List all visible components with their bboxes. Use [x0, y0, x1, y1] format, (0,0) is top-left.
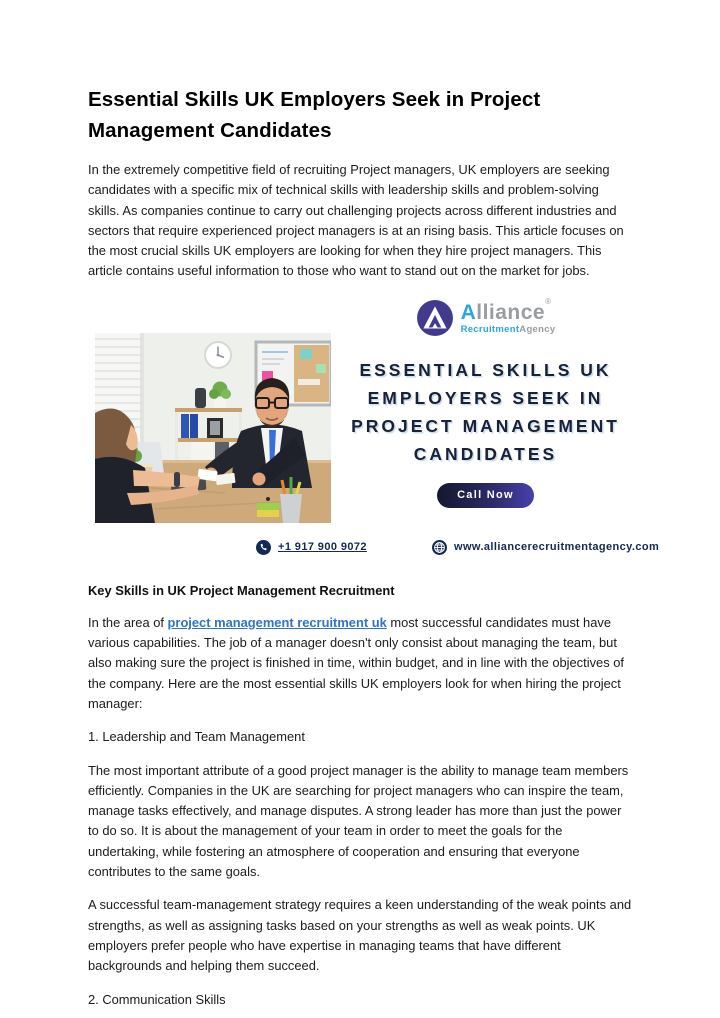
project-management-recruitment-uk-link[interactable]: project management recruitment uk: [167, 614, 387, 630]
logo-word-alliance-a: A: [460, 300, 477, 324]
paragraph-text: most successful candidates must have various capabilities. The job of a manager doesn't only consist about managing the team, but also making sure the project is finished in time, within budget, and in line with the objectives of the company. Here are the most essential skills UK employers look for when hiring the project manager:: [88, 614, 624, 711]
paragraph-text: In the area of: [88, 614, 168, 630]
paragraph-with-link: [88, 613, 632, 714]
banner-title-line: EMPLOYERS SEEK IN: [367, 387, 604, 408]
phone-number: +1 917 900 9072: [278, 541, 367, 554]
website-url: www.alliancerecruitmentagency.com: [454, 541, 660, 554]
logo-word-alliance-rest: lliance: [476, 300, 546, 324]
alliance-logo-mark: [416, 299, 454, 337]
office-photo-illustration: [95, 333, 331, 523]
banner-title-line: PROJECT MANAGEMENT: [351, 415, 620, 436]
phone-icon: [256, 540, 271, 555]
section-heading: Key Skills in UK Project Management Recruitment: [88, 582, 395, 598]
banner-right-column: [333, 295, 638, 508]
website-contact[interactable]: [432, 540, 659, 555]
team-management-paragraph: A successful team-management strategy requires a keen understanding of the weak points and strengths, as well as assigning tasks based on your strengths as well as weak points. UK employers prefer people who have expertise in managing teams that have different backgrounds and helping them succeed.: [88, 897, 632, 974]
banner-title: [333, 356, 638, 468]
logo-word-agency: Agency: [519, 323, 556, 335]
banner-title-line: ESSENTIAL SKILLS UK: [359, 359, 612, 380]
registered-trademark: ®: [545, 296, 552, 306]
promo-banner: [88, 295, 660, 567]
banner-title-line: CANDIDATES: [413, 443, 558, 464]
alliance-logo-text: [460, 296, 556, 335]
globe-icon: [432, 540, 447, 555]
alliance-logo: [416, 297, 556, 339]
phone-contact[interactable]: [256, 540, 367, 555]
article-title: Essential Skills UK Employers Seek in Project Management Candidates: [88, 88, 541, 142]
list-item-communication: 2. Communication Skills: [88, 991, 226, 1007]
intro-paragraph: In the extremely competitive field of recruiting Project managers, UK employers are seeking candidates with a specific mix of technical skills with leadership skills and problem-solving skills. As companies continue to carry out challenging projects across different industries and sectors that require experienced project managers is at an rising basis. This article focuses on the most crucial skills UK employers are looking for when they hire project managers. This article contains useful information to those who want to stand out on the market for jobs.: [88, 162, 624, 279]
office-photo: [95, 333, 331, 523]
logo-word-recruitment: Recruitment: [460, 323, 520, 335]
list-item-leadership: 1. Leadership and Team Management: [88, 729, 305, 745]
leadership-paragraph: The most important attribute of a good project manager is the ability to manage team members efficiently. Companies in the UK are searching for project managers who can inspire the team, manage tasks effectively, and manage disputes. A strong leader has more than just the power to do so. It is about the management of your team in order to meet the goals for the undertaking, while fostering an atmosphere of cooperation and ensuring that everyone contributes to the same goals.: [88, 762, 629, 880]
call-now-button[interactable]: Call Now: [437, 483, 534, 508]
